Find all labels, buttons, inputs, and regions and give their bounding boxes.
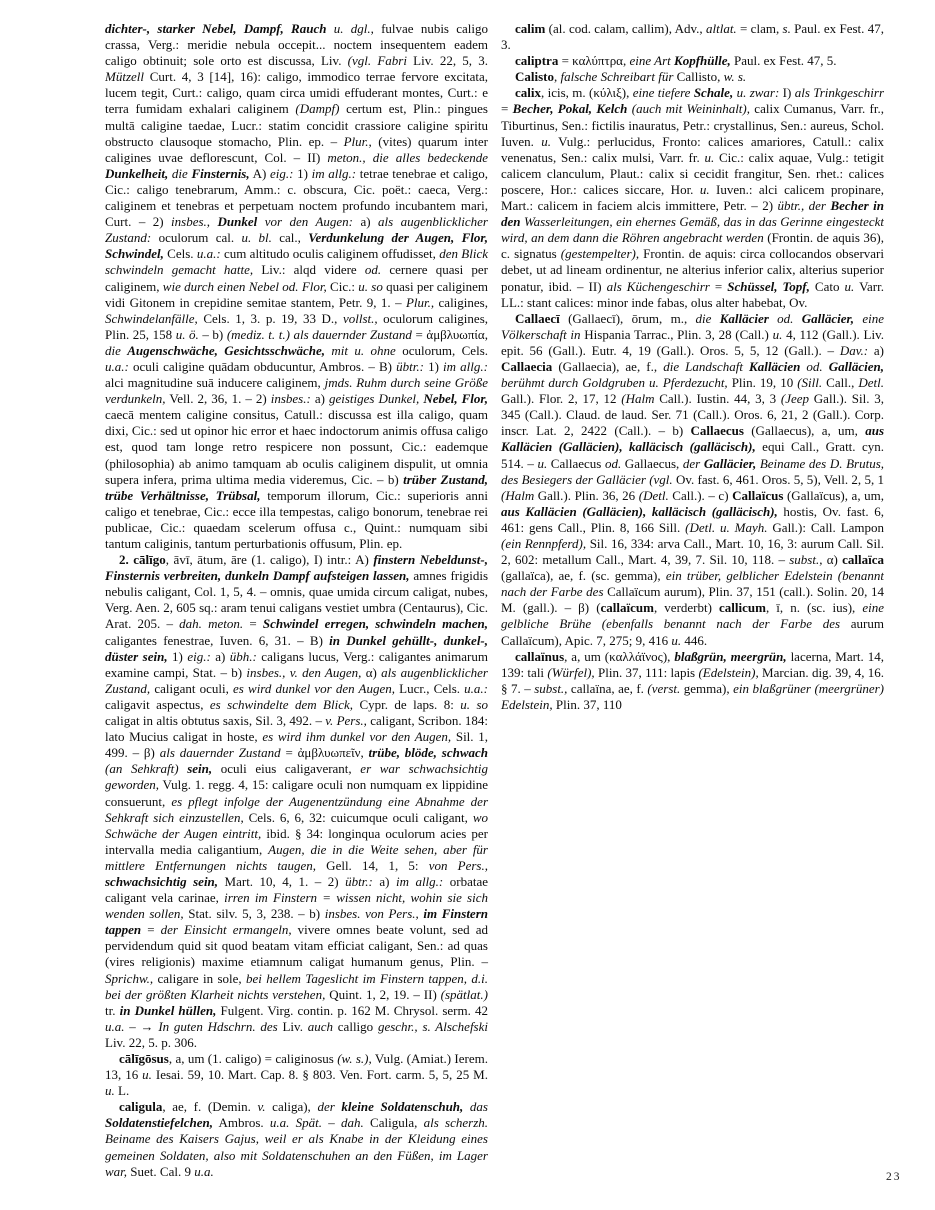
dictionary-entry-callainus: callaïnus, a, um (καλλάϊνος), blaßgrün, meergrün, lacerna, Mart. 14, 139: tali (Würfel), Plin. 37, 111: lapis (Edelstein), Marcian. dig. 39, 4, 16. § 7. – subst., callaïna, ae, f. (verst. gemma), ein blaßgrüner (meergrüner) Edelstein, Plin. 37, 110 — [501, 648, 884, 712]
dictionary-entry-calisto: Calisto, falsche Schreibart für Callisto, w. s. — [515, 69, 747, 85]
dictionary-entry-calim: calim (al. cod. calam, callim), Adv., altlat. = clam, s. Paul. ex Fest. 47, 3. — [501, 21, 884, 53]
dictionary-entry-caligosus: cālīgōsus, a, um (1. caligo) = caliginosus (w. s.), Vulg. (Amiat.) Ierem. 13, 16 u. Iesai. 59, 10. Mart. Cap. 8. § 803. Ven. Fort. carm. 5, 5, 25 M. u. L. — [105, 1051, 488, 1099]
page-number: 23 — [886, 1171, 902, 1183]
dictionary-entry-caligula: caligula, ae, f. (Demin. v. caliga), der kleine Soldatenschuh, das Soldatenstiefelchen, Ambros. u.a. Spät. – dah. Caligula, als scherzh. Beiname des Kaisers Gajus, weil er als Knabe in der Kleidung eines gemeinen Soldaten, also mit Soldatenschuhen an den Füßen, im Lager war, Suet. Cal. 9 u.a. — [105, 1099, 489, 1179]
dictionary-entry-callaeci: Callaecī (Gallaecī), ōrum, m., die Kalläcier od. Galläcier, eine Völkerschaft in Hispania Tarrac., Plin. 3, 28 (Call.) u. 4, 112 (Gall.). Liv. epit. 56 (Gall.). Eutr. 4, 19 (Gall.). Oros. 5, 5, 12 (Gall.). – Dav.: a) Callaecia (Gallaecia), ae, f., die Landschaft Kalläcien od. Galläcien, berühmt durch Goldgruben u. Pferdezucht, Plin. 19, 10 (Sill. Call., Detl. Gall.). Flor. 2, 17, 12 (Halm Call.). Iustin. 44, 3, 3 (Jeep Gall.). Sil. 3, 345 (Call.). Claud. de laud. Ser. 71 (Call.). Oros. 6, 21, 2 (Gall.). Corp. inscr. Lat. 2, 2422 (Call.). – b) Callaecus (Gallaecus), a, um, aus Kalläcien (Galläcien), kalläcisch (galläcisch), equi Call., Gratt. cyn. 514. – u. Callaecus od. Gallaecus, der Galläcier, Beiname des D. Brutus, des Besiegers der Galläcier (vgl. Ov. fast. 6, 461. Oros. 5, 5), Vell. 2, 5, 1 (Halm Gall.). Plin. 36, 26 (Detl. Call.). – c) Callaïcus (Gallaïcus), a, um, aus Kalläcien (Galläcien), kalläcisch (galläcisch), hostis, Ov. fast. 6, 461: gens Call., Plin. 8, 166 Sill. (Detl. u. Mayh. Gall.): Call. Lampon (ein Rennpferd), Sil. 16, 334: arva Call., Mart. 10, 16, 3: aurum Call. Sil. 2, 602: metallum Call., Mart. 4, 39, 7. Sil. 10, 118. – subst., α) callaïca (gallaïca), ae, f. (sc. gemma), ein trüber, gelblicher Edelstein (benannt nach der Farbe des Callaïcum aurum), Plin. 37, 151 (call.). Solin. 20, 14 M. (gall.). – β) (callaïcum, verderbt) callicum, ī, n. (sc. ius), eine gelbliche Brühe (ebenfalls benannt nach der Farbe des aurum Callaïcum), Apic. 7, 275; 9, 416 u. 446. — [501, 310, 884, 648]
dictionary-entry-calix: calix, icis, m. (κύλιξ), eine tiefere Schale, u. zwar: I) als Trinkgeschirr = Becher, Pokal, Kelch (auch mit Weininhalt), calix Cumanus, Varr. fr., Tiburtinus, Sen.: fictilis inauratus, Petr.: crystallinus, Sen.: aureus, Schol. Iuven. u. Vulg.: perlucidus, Fronto: calices amariores, Catull.: calix venenatus, Sen.: calix mulsi, Varr. fr. u. Cic.: calix aquae, Vulg.: tetigit calicem clanculum, Plaut.: calix si cecidit frangitur, Sen. rhet.: calices poscere, Hor.: calices siccare, Hor. u. Iuven.: alci calicem propinare, Mart.: calicem in faciem alcis immittere, Petr. – 2) übtr., der Becher in den Wasserleitungen, ein ehernes Gemäß, das in das Gerinne eingesteckt wird, an dem dann die Röhren angebracht werden (Frontin. de aquis 36), c. signatus (gestempelter), Frontin. de aquis: circa collocandos observari debet, ut ad lineam ordinentur, ne alterius inferior calix, alterius superior ponatur, ibid. – II) als Küchengeschirr = Schüssel, Topf, Cato u. Varr. LL.: stant calices: minor inde fabas, olus alter habebat, Ov. — [501, 85, 884, 310]
dictionary-entry-caligo-2: 2. cālīgo, āvī, ātum, āre (1. caligo), I) intr.: A) finstern Nebeldunst-, Finsternis verbreiten, dunkeln Dampf aufsteigen lassen, amnes frigidis nebulis caligant, Col. 1, 5, 4. – omnis, quae umida circum caligat, nubes, Verg. Aen. 2, 605 sq.: aram tenui caligans vestiet umbra (Centaurus), Cic. Arat. 205. – dah. meton. = Schwindel erregen, schwindeln machen, caligantes fenestrae, Iuven. 6, 31. – B) in Dunkel gehüllt-, dunkel-, düster sein, 1) eig.: a) übh.: caligans lucus, Verg.: caligantes animarum examine campi, Stat. – b) insbes., v. den Augen, α) als augenblicklicher Zustand, caligant oculi, es wird dunkel vor den Augen, Lucr., Cels. u.a.: caligavit aspectus, es schwindelte dem Blick, Cypr. de laps. 8: u. so caligat in altis obtutus saxis, Sil. 3, 492. – v. Pers., caligant, Scribon. 184: lato Mucius caligat in hoste, es wird ihm dunkel vor den Augen, Sil. 1, 499. – β) als dauernder Zustand = ἀμβλυωπεῖν, trübe, blöde, schwach (an Sehkraft) sein, oculi eius caligaverant, er war schwachsichtig geworden, Vulg. 1. regg. 4, 15: caligare oculi non numquam ex lippidine consuerunt, es pflegt infolge der Augenentzündung eine Abnahme der Sehkraft sich einzustellen, Cels. 6, 6, 32: cuicumque oculi caligant, wo Schwäche der Augen eintritt, ibid. § 34: longinqua oculorum acies per intervalla media caligantium, Augen, die in die Weite sehen, aber für mittlere Entfernungen nichts taugen, Gell. 14, 1, 5: von Pers., schwachsichtig sein, Mart. 10, 4, 1. – 2) übtr.: a) im allg.: orbatae caligant vela carinae, irren im Finstern = wissen nicht, wohin sie sich wenden sollen, Stat. silv. 5, 3, 238. – b) insbes. von Pers., im Finstern tappen = der Einsicht ermangeln, vivere omnes beate volunt, sed ad pervidendum quid sit quod beatam vitam efficiat caligant, Sen.: ad quas (vires religionis) maxime etiamnum caligat humanum genus, Plin. – Sprichw., caligare in sole, bei hellem Tageslicht im Finstern tappen, d.i. bei der größten Klarheit nichts verstehen, Quint. 1, 2, 19. – II) (spätlat.) tr. in Dunkel hüllen, Fulgent. Virg. contin. p. 162 M. Chrysol. serm. 42 u.a. – → In guten Hdschrn. des Liv. auch calligo geschr., s. Alschefski Liv. 22, 5. p. 306. — [105, 552, 489, 1050]
dictionary-entry-caligo-1-continuation: dichter-, starker Nebel, Dampf, Rauch u. dgl., fulvae nubis caligo crassa, Verg.: meridie nebula occepit... noctem insequentem eadem caligo obtinuit; sole orto est discussa, Liv. (vgl. Fabri Liv. 22, 5, 3. Mützell Curt. 4, 3 [14], 16): caligo, immodico terrae fervore excitata, lucem tegit, Curt.: caligo, quam circa umidi effuderant montes, Curt.: e terra fumidam exhalari caliginem (Dampf) certum est, Plin.: pingues multā caligine taedae, Lucr.: statim concidit crassiore caligine spiritu obstructo clausoque stomacho, Plin. ep. – Plur., (vites) quarum inter caligines uvae deflorescunt, Col. – II) meton., die alles bedeckende Dunkelheit, die Finsternis, A) eig.: 1) im allg.: tetrae tenebrae et caligo, Cic.: caligo tenebrarum, Amm.: c. obscura, Cic. poët.: caeca, Verg.: caliginem et tenebras et perpetuam noctem profundo incubantem mari, Curt. – 2) insbes., Dunkel vor den Augen: a) als augenblicklicher Zustand: oculorum cal. u. bl. cal., Verdunkelung der Augen, Flor, Schwindel, Cels. u.a.: cum altitudo oculis caliginem offudisset, den Blick schwindeln gemacht hatte, Liv.: alqd videre od. cernere quasi per caliginem, wie durch einen Nebel od. Flor, Cic.: u. so quasi per caliginem vidi Gitonem in crepidine semitae stantem, Petr. 9, 1. – Plur., caligines, Schwindelanfälle, Cels. 1, 3. p. 19, 33 D., vollst., oculorum caligines, Plin. 25, 158 u. ö. – b) (mediz. t. t.) als dauernder Zustand = ἀμβλυωπία, die Augenschwäche, Gesichtsschwäche, mit u. ohne oculorum, Cels. u.a.: oculi caligine quādam obducuntur, Ambros. – B) übtr.: 1) im allg.: alci magnitudine suā inducere caliginem, jmds. Ruhm durch seine Größe verdunkeln, Vell. 2, 36, 1. – 2) insbes.: a) geistiges Dunkel, Nebel, Flor, caecā mentem caligine consitus, Catull.: discussa est illa caligo, quam dixi, Cic.: sed ut opinor hic error et haec indoctorum animis offusa caligo est, quod tam longe retro respicere non possunt, Cic.: eademque (philosophia) ab animo tamquam ab oculis caliginem dispulit, ut omnia supera infera, prima ultima media videremus, Cic. – b) trüber Zustand, trübe Verhältnisse, Trübsal, temporum illorum, Cic.: superioris anni caligo et tenebrae, Cic.: ecce illa tempestas, caligo bonorum, tenebrae rei publicae, Cic.: quaedam scelerum offusa c., Quint.: numquam sibi tantum caliginis, tantum perturbationis offusum, Plin. ep. — [105, 21, 489, 551]
dictionary-text-columns — [105, 21, 884, 1193]
dictionary-entry-caliptra: caliptra = καλύπτρα, eine Art Kopfhülle, Paul. ex Fest. 47, 5. — [515, 53, 837, 69]
